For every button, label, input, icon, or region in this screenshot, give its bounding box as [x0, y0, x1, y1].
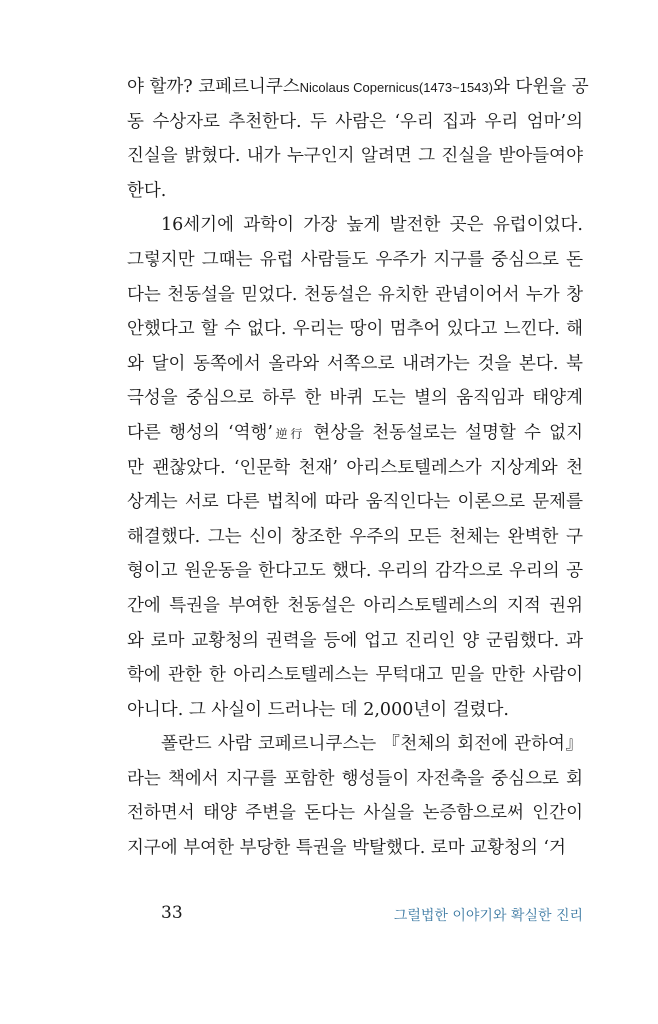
text-run: 극성을 중심으로 하루 한 바퀴 도는 별의 움직임과 태양계 — [127, 388, 583, 409]
text-line — [127, 347, 583, 382]
text-run: 와 달이 동쪽에서 올라와 서쪽으로 내려가는 것을 본다. 북 — [127, 353, 583, 374]
text-run: 상계는 서로 다른 법칙에 따라 움직인다는 이론으로 문제를 — [127, 492, 583, 513]
text-line — [127, 278, 583, 313]
text-line — [127, 416, 583, 451]
text-run: 형이고 원운동을 한다고도 했다. 우리의 감각으로 우리의 공 — [127, 561, 583, 582]
text-run: 현상을 천동설로는 설명할 수 없지 — [305, 422, 583, 443]
text-run: 해결했다. 그는 신이 창조한 우주의 모든 천체는 완벽한 구 — [127, 526, 583, 547]
text-line — [127, 658, 583, 693]
body-text — [127, 70, 589, 866]
text-line — [127, 589, 583, 624]
text-line — [127, 70, 589, 105]
text-run: 전하면서 태양 주변을 돈다는 사실을 논증함으로써 인간이 — [127, 803, 583, 824]
text-run: 다는 천동설을 믿었다. 천동설은 유치한 관념이어서 누가 창 — [127, 284, 583, 305]
text-line — [127, 451, 583, 486]
text-run: 라는 책에서 지구를 포함한 행성들이 자전축을 중심으로 회 — [127, 768, 583, 789]
text-run: 만 괜찮았다. ‘인문학 천재’ 아리스토텔레스가 지상계와 천 — [127, 457, 583, 478]
text-line — [127, 520, 583, 555]
text-line — [127, 554, 583, 589]
text-run: 아니다. 그 사실이 드러나는 데 2,000년이 걸렸다. — [127, 699, 509, 720]
text-line — [127, 381, 583, 416]
text-run: 와 다윈을 공 — [492, 77, 589, 97]
page-footer — [127, 903, 583, 927]
text-run: 지구에 부여한 부당한 특권을 박탈했다. 로마 교황청의 ‘거 — [127, 838, 566, 859]
text-run: 간에 특권을 부여한 천동설은 아리스토텔레스의 지적 권위 — [127, 595, 583, 616]
text-run: 야 할까? 코페르니쿠스 — [127, 77, 300, 97]
text-run: 다른 행성의 ‘역행’ — [127, 422, 273, 443]
text-line — [127, 208, 583, 243]
text-line — [127, 174, 583, 209]
text-run: 그렇지만 그때는 유럽 사람들도 우주가 지구를 중심으로 돈 — [127, 249, 583, 270]
text-line — [127, 105, 583, 140]
text-run: 진실을 밝혔다. 내가 누구인지 알려면 그 진실을 받아들여야 — [127, 146, 583, 167]
inline-annotation: 逆行 — [272, 426, 306, 441]
text-line — [127, 831, 583, 866]
text-line — [127, 243, 583, 278]
text-line — [127, 485, 583, 520]
text-line — [127, 727, 583, 762]
text-run: 16세기에 과학이 가장 높게 발전한 곳은 유럽이었다. — [161, 215, 583, 236]
text-run: 안했다고 할 수 없다. 우리는 땅이 멈추어 있다고 느낀다. 해 — [127, 319, 583, 340]
text-line — [127, 762, 583, 797]
text-run: 와 로마 교황청의 권력을 등에 업고 진리인 양 군림했다. 과 — [127, 630, 583, 651]
text-run: 학에 관한 한 아리스토텔레스는 무턱대고 믿을 만한 사람이 — [127, 665, 583, 686]
text-run: 한다. — [127, 180, 167, 201]
text-line — [127, 693, 583, 728]
text-line — [127, 312, 583, 347]
running-title: 그럴법한 이야기와 확실한 진리 — [393, 908, 583, 924]
text-line — [127, 624, 583, 659]
page-number: 33 — [161, 903, 183, 923]
text-run: 동 수상자로 추천한다. 두 사람은 ‘우리 집과 우리 엄마’의 — [127, 111, 583, 132]
text-line — [127, 139, 583, 174]
text-line — [127, 796, 583, 831]
text-run: 폴란드 사람 코페르니쿠스는 『천체의 회전에 관하여』 — [161, 734, 583, 755]
inline-annotation: Nicolaus Copernicus(1473~1543) — [299, 80, 493, 95]
